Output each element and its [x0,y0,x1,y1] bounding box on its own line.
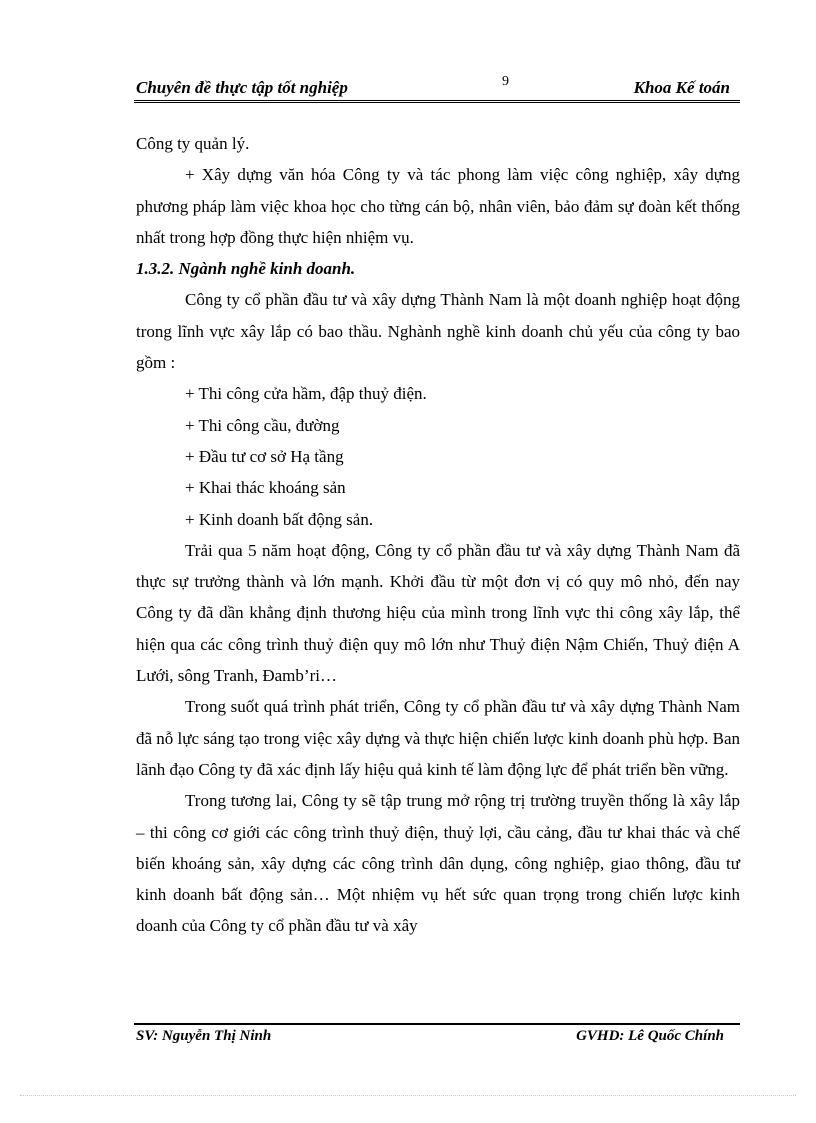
page-footer [136,1028,740,1050]
page-number: 9 [502,74,509,89]
list-item: + Kinh doanh bất động sản. [185,509,374,529]
page-body [136,128,740,942]
paragraph-business-intro: Công ty cổ phần đầu tư và xây dựng Thành Nam là một doanh nghiệp hoạt động trong lĩnh vực xây lắp có bao thầu. Nghành nghề kinh doanh chủ yếu của công ty bao gồm : [136,290,740,373]
list-item: + Đầu tư cơ sở Hạ tầng [185,446,344,466]
paragraph-future: Trong tương lai, Công ty sẽ tập trung mở rộng trị trường truyền thống là xây lắp – thi công cơ giới các công trình thuỷ điện, thuỷ lợi, cầu cảng, đầu tư khai thác và chế biến khoáng sản, xây dựng các công trình dân dụng, công nghiệp, giao thông, đầu tư kinh doanh bất động sản… Một nhiệm vụ hết sức quan trọng trong chiến lược kinh doanh của Công ty cổ phần đầu tư và xây [136,791,740,936]
list-item: + Khai thác khoáng sản [185,478,346,498]
header-title-left: Chuyên đề thực tập tốt nghiệp [136,78,348,97]
section-heading: 1.3.2. Ngành nghề kinh doanh. [136,259,356,279]
header-title-right: Khoa Kế toán [633,78,730,97]
paragraph-history: Trải qua 5 năm hoạt động, Công ty cổ phần đầu tư và xây dựng Thành Nam đã thực sự trưởng thành và lớn mạnh. Khởi đầu từ một đơn vị có quy mô nhỏ, đến nay Công ty đã dần khẳng định thương hiệu của mình trong lĩnh vực thi công xây lắp, thể hiện qua các công trình thuỷ điện quy mô lớn như Thuỷ điện Nậm Chiến, Thuỷ điện A Lưới, sông Tranh, Đamb’ri… [136,540,740,686]
paragraph-continuation: Công ty quản lý. [136,134,250,153]
page-header [136,74,740,100]
list-item: + Thi công cầu, đường [185,415,340,435]
list-item: + Thi công cửa hầm, đập thuỷ điện. [185,384,427,404]
paragraph-development: Trong suốt quá trình phát triển, Công ty cổ phần đầu tư và xây dựng Thành Nam đã nỗ lực sáng tạo trong việc xây dựng và thực hiện chiến lược kinh doanh phù hợp. Ban lãnh đạo Công ty đã xác định lấy hiệu quả kinh tế làm động lực để phát triển bền vững. [136,697,740,779]
page-edge-divider [20,1095,796,1096]
paragraph-culture: + Xây dựng văn hóa Công ty và tác phong làm việc công nghiệp, xây dựng phương pháp làm việc khoa học cho từng cán bộ, nhân viên, bảo đảm sự đoàn kết thống nhất trong hợp đồng thực hiện nhiệm vụ. [136,165,740,247]
footer-student: SV: Nguyễn Thị Ninh [136,1028,272,1044]
footer-advisor: GVHD: Lê Quốc Chính [576,1028,724,1044]
header-rule [134,100,740,103]
footer-rule [134,1023,740,1025]
